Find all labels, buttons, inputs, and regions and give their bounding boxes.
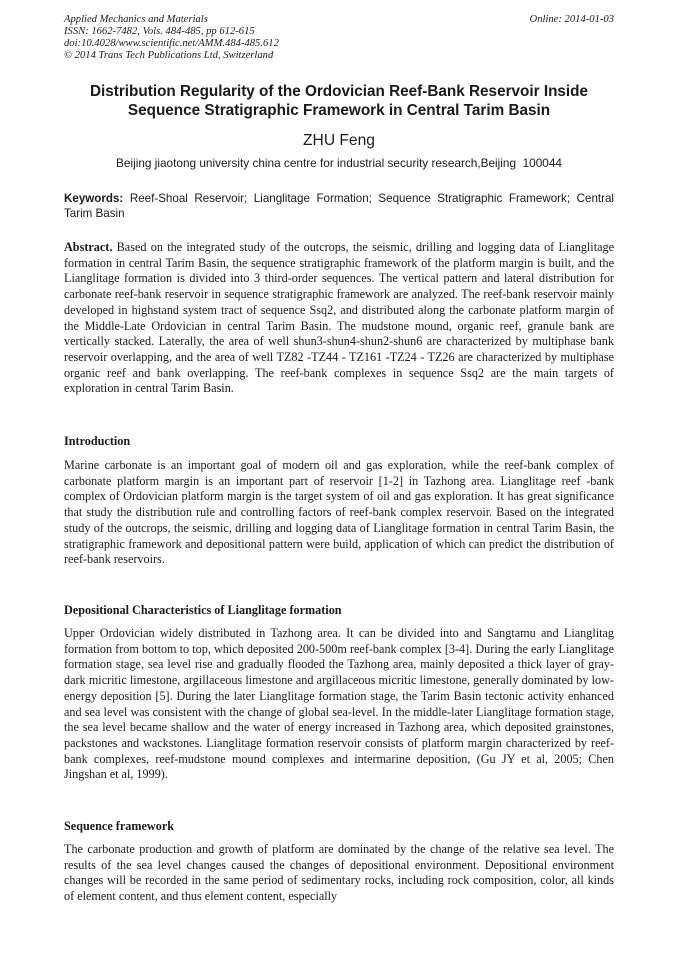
issn-line: ISSN: 1662-7482, Vols. 484-485, pp 612-615 — [64, 26, 255, 38]
abstract-paragraph — [64, 240, 614, 397]
title-line-1: Distribution Regularity of the Ordovician Reef-Bank Reservoir Inside — [89, 83, 589, 100]
keywords-block — [64, 192, 614, 221]
title-line-2: Sequence Stratigraphic Framework in Central Tarim Basin — [127, 102, 551, 119]
journal-header — [64, 14, 279, 62]
author-name: ZHU Feng — [303, 132, 375, 149]
journal-name: Applied Mechanics and Materials — [64, 14, 208, 25]
online-date: Online: 2014-01-03 — [529, 14, 614, 25]
section-heading-sequence: Sequence framework — [64, 819, 175, 833]
keywords-text: Reef-Shoal Reservoir; Lianglitage Formation; Sequence Stratigraphic Framework; Central Tarim Basin — [64, 192, 614, 220]
affiliation: Beijing jiaotong university china centre for industrial security research,Beijing 100044 — [116, 156, 562, 170]
section-heading-depositional: Depositional Characteristics of Lianglitage formation — [64, 603, 342, 617]
abstract-label: Abstract. — [64, 240, 113, 254]
abstract-text: Based on the integrated study of the outcrops, the seismic, drilling and logging data of Lianglitage formation in central Tarim Basin, the sequence stratigraphic framework of the platform margin is built, and the Lianglitage formation is divided into 3 third-order sequences. The vertical pattern and lateral distribution for carbonate reef-bank reservoir in sequence stratigraphic framework are analyzed. The reef-bank reservoir mainly developed in highstand system tract of sequence Ssq2, and distributed along the carbonate platform margin of the Middle-Late Ordovician in central Tarim Basin. The mudstone mound, organic reef, granule bank are vertically stacked. Laterally, the area of well shun3-shun4-shun2-shun6 are characterized by multiphase bank reservoir overlapping, and the area of well TZ82 -TZ44 - TZ161 -TZ24 - TZ26 are characterized by multiphase organic reef and bank overlapping. The reef-bank complexes in sequence Ssq2 are the main targets of exploration in central Tarim Basin. — [64, 240, 614, 396]
doi-line[interactable]: doi:10.4028/www.scientific.net/AMM.484-485.612 — [64, 38, 279, 50]
section-text-sequence: The carbonate production and growth of platform are dominated by the change of the relative sea level. The results of the sea level changes caused the changes of depositional environment. Depositional environment changes will be recorded in the same period of sedimentary rocks, including rock composition, color, all kinds of element content, and thus element content, especially — [64, 842, 614, 904]
section-text-depositional: Upper Ordovician widely distributed in Tazhong area. It can be divided into and Sangtamu and Lianglitag formation from bottom to top, which deposited 200-500m reef-bank complex [3-4]. During the early Lianglitage formation stage, sea level rise and gradually flooded the Tazhong area, mainly deposited a thick layer of gray-dark micritic limestone, argillaceous limestone and argillaceous micritic limestone, generally dominated by low-energy deposition [5]. During the later Lianglitage formation stage, the Tarim Basin tectonic activity enhanced and sea level was consistent with the change of global sea-level. In the middle-later Lianglitage formation stage, the sea level became shallow and the water of energy increased in Tazhong area, which deposited grainstones, packstones and wackstones. Lianglitage formation reservoir consists of platform margin characterized by reef-bank complexes, reef-mudstone mound complexes and intermarine deposition, (Gu JY et al, 2005; Chen Jingshan et al, 1999). — [64, 626, 614, 782]
keywords-label: Keywords: — [64, 192, 124, 205]
paper-title — [64, 82, 614, 120]
copyright-line: © 2014 Trans Tech Publications Ltd, Switzerland — [64, 50, 274, 62]
section-heading-introduction: Introduction — [64, 434, 131, 448]
section-text-introduction: Marine carbonate is an important goal of modern oil and gas exploration, while the reef-bank complex of carbonate platform margin is an important part of reservoir [1-2] in Tazhong area. Lianglitage reef -bank complex of Ordovician platform margin is the target system of oil and gas exploration. It has great significance that study the distribution rule and controlling factors of reef-bank complex reservoir. Based on the integrated study of the outcrops, the seismic, drilling and logging data of Lianglitage formation in central Tarim Basin, the stratigraphic framework and depositional pattern were build, application of which can predict the distribution of reef-bank reservoirs. — [64, 458, 614, 567]
